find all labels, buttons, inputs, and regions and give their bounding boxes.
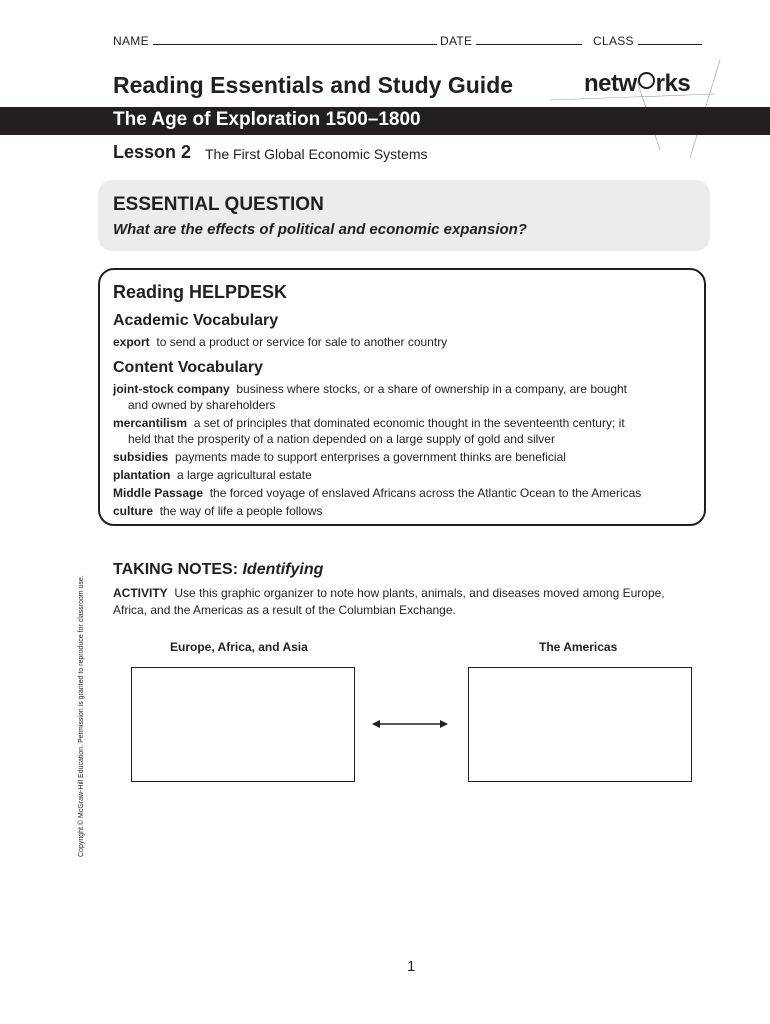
vocab-definition: payments made to support enterprises a government thinks are beneficial — [175, 450, 566, 464]
essential-question-text: What are the effects of political and economic expansion? — [113, 221, 527, 238]
activity-label: ACTIVITY — [113, 586, 168, 600]
vocab-term: plantation — [113, 468, 171, 482]
essential-question-heading: ESSENTIAL QUESTION — [113, 194, 324, 215]
vocab-term: subsidies — [113, 450, 169, 464]
vocab-entry-export — [113, 334, 698, 350]
organizer-left-box[interactable] — [131, 667, 355, 782]
vocab-entry-culture — [113, 503, 698, 519]
name-field[interactable] — [113, 34, 437, 48]
activity-instructions — [113, 585, 713, 619]
vocab-entry-joint-stock — [113, 381, 698, 413]
content-vocab-heading: Content Vocabulary — [113, 359, 263, 376]
academic-vocab-heading: Academic Vocabulary — [113, 312, 279, 329]
double-arrow-icon — [370, 716, 450, 732]
vocab-definition-cont: held that the prosperity of a nation depended on a large supply of gold and silver — [128, 432, 555, 446]
organizer-right-label: The Americas — [539, 640, 618, 654]
guide-title: Reading Essentials and Study Guide — [113, 72, 514, 98]
activity-text-line2: Africa, and the Americas as a result of the Columbian Exchange. — [113, 603, 456, 617]
vocab-term: mercantilism — [113, 416, 188, 430]
name-label: NAME — [113, 34, 149, 48]
vocab-definition-cont: and owned by shareholders — [128, 398, 276, 412]
vocab-entry-mercantilism — [113, 415, 698, 447]
vocab-entry-subsidies — [113, 449, 698, 465]
vocab-definition: a large agricultural estate — [177, 468, 312, 482]
activity-text-line1: Use this graphic organizer to note how plants, animals, and diseases moved among Europe, — [174, 586, 665, 600]
taking-notes-heading — [113, 561, 323, 579]
vocab-term: joint-stock company — [113, 382, 230, 396]
vocab-entry-plantation — [113, 467, 698, 483]
organizer-left-label: Europe, Africa, and Asia — [170, 640, 308, 654]
name-line — [153, 43, 437, 45]
vocab-definition: a set of principles that dominated economic thought in the seventeenth century; it — [193, 416, 625, 430]
unit-title: The Age of Exploration 1500–1800 — [113, 109, 421, 130]
lesson-label: Lesson 2 — [113, 142, 192, 162]
vocab-definition: business where stocks, or a share of ownership in a company, are bought — [236, 382, 628, 396]
helpdesk-heading: Reading HELPDESK — [113, 282, 288, 302]
copyright-notice: Copyright © McGraw-Hill Education. Permission is granted to reproduce for classroom use. — [78, 575, 85, 857]
vocab-term: Middle Passage — [113, 486, 204, 500]
vocab-definition: the forced voyage of enslaved Africans across the Atlantic Ocean to the Americas — [209, 486, 642, 500]
logo-o — [638, 72, 655, 89]
logo-right: rks — [655, 70, 691, 97]
logo-left: netw — [584, 70, 637, 97]
date-label: DATE — [440, 34, 473, 48]
taking-notes-label: TAKING NOTES: — [113, 561, 239, 578]
vocab-definition: the way of life a people follows — [159, 504, 323, 518]
taking-notes-skill: Identifying — [242, 561, 324, 578]
organizer-right-box[interactable] — [468, 667, 692, 782]
vocab-entry-middle-passage — [113, 485, 698, 501]
vocab-term: culture — [113, 504, 154, 518]
page-number: 1 — [407, 958, 416, 975]
vocab-term: export — [113, 335, 150, 349]
networks-logo — [584, 70, 690, 98]
vocab-definition: to send a product or service for sale to another country — [156, 335, 448, 349]
lesson-title: The First Global Economic Systems — [205, 146, 428, 162]
class-label: CLASS — [593, 34, 634, 48]
